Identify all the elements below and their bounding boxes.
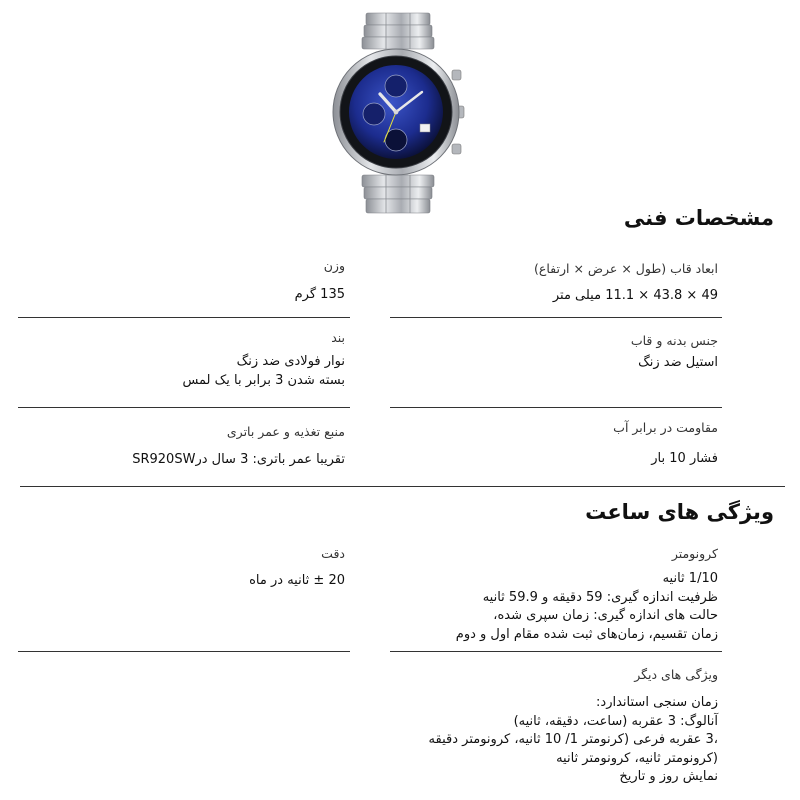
accuracy-value: 20 ± ثانیه در ماه xyxy=(249,573,345,588)
band-label: بند xyxy=(331,330,345,345)
other-features-line: ،3 عقربه فرعی (کرنومتر 1/ 10 ثانیه، کرونومتر دقیقه xyxy=(428,732,718,747)
case-material-label: جنس بدنه و قاب xyxy=(630,333,718,348)
power-label: منبع تغذیه و عمر باتری xyxy=(226,424,345,439)
power-value: تقریبا عمر باتری: 3 سال درSR920SW xyxy=(132,452,345,467)
chronograph-label: کرونومتر xyxy=(671,546,718,561)
watch-product-image xyxy=(330,10,466,220)
divider xyxy=(18,651,350,652)
dimensions-label: ابعاد قاب (طول × عرض × ارتفاع) xyxy=(534,261,718,276)
chronograph-value xyxy=(456,570,718,644)
water-resistance-value: فشار 10 بار xyxy=(651,451,718,466)
other-features-line: زمان سنجی استاندارد: xyxy=(596,695,718,710)
dimensions-value: 49 × 43.8 × 11.1 میلی متر xyxy=(552,288,718,303)
divider xyxy=(18,317,350,318)
chronograph-line: حالت های اندازه گیری: زمان سپری شده، xyxy=(493,608,718,623)
chronograph-line: ظرفیت اندازه گیری: 59 دقیقه و 59.9 ثانیه xyxy=(482,589,718,605)
chronograph-line: 1/10 ثانیه xyxy=(662,571,718,586)
band-value xyxy=(182,353,345,390)
band-line: بسته شدن 3 برابر با یک لمس xyxy=(182,372,345,388)
other-features-line: نمایش روز و تاریخ xyxy=(619,769,718,784)
bracelet-top xyxy=(362,13,434,49)
section-divider xyxy=(20,486,785,487)
case-material-value: استیل ضد زنگ xyxy=(638,355,718,370)
other-features-label: ویژگی های دیگر xyxy=(634,667,718,682)
other-features-line: (کرونومتر ثانیه، کرونومتر ثانیه xyxy=(556,750,718,766)
specs-title: مشخصات فنی xyxy=(623,206,774,230)
other-features-value xyxy=(429,694,718,787)
band-line: نوار فولادی ضد زنگ xyxy=(236,354,345,369)
weight-value: 135 گرم xyxy=(294,287,345,302)
divider xyxy=(18,407,350,408)
chronograph-line: زمان تقسیم، زمان‌های ثبت شده مقام اول و دوم xyxy=(455,626,718,642)
accuracy-label: دقت xyxy=(321,546,345,561)
divider xyxy=(390,651,722,652)
other-features-line: آنالوگ: 3 عقربه (ساعت، دقیقه، ثانیه) xyxy=(513,713,718,729)
features-title: ویژگی های ساعت xyxy=(585,500,774,524)
weight-label: وزن xyxy=(323,258,345,273)
divider xyxy=(390,407,722,408)
water-resistance-label: مقاومت در برابر آب xyxy=(613,420,718,435)
divider xyxy=(390,317,722,318)
bracelet-bottom xyxy=(362,175,434,213)
